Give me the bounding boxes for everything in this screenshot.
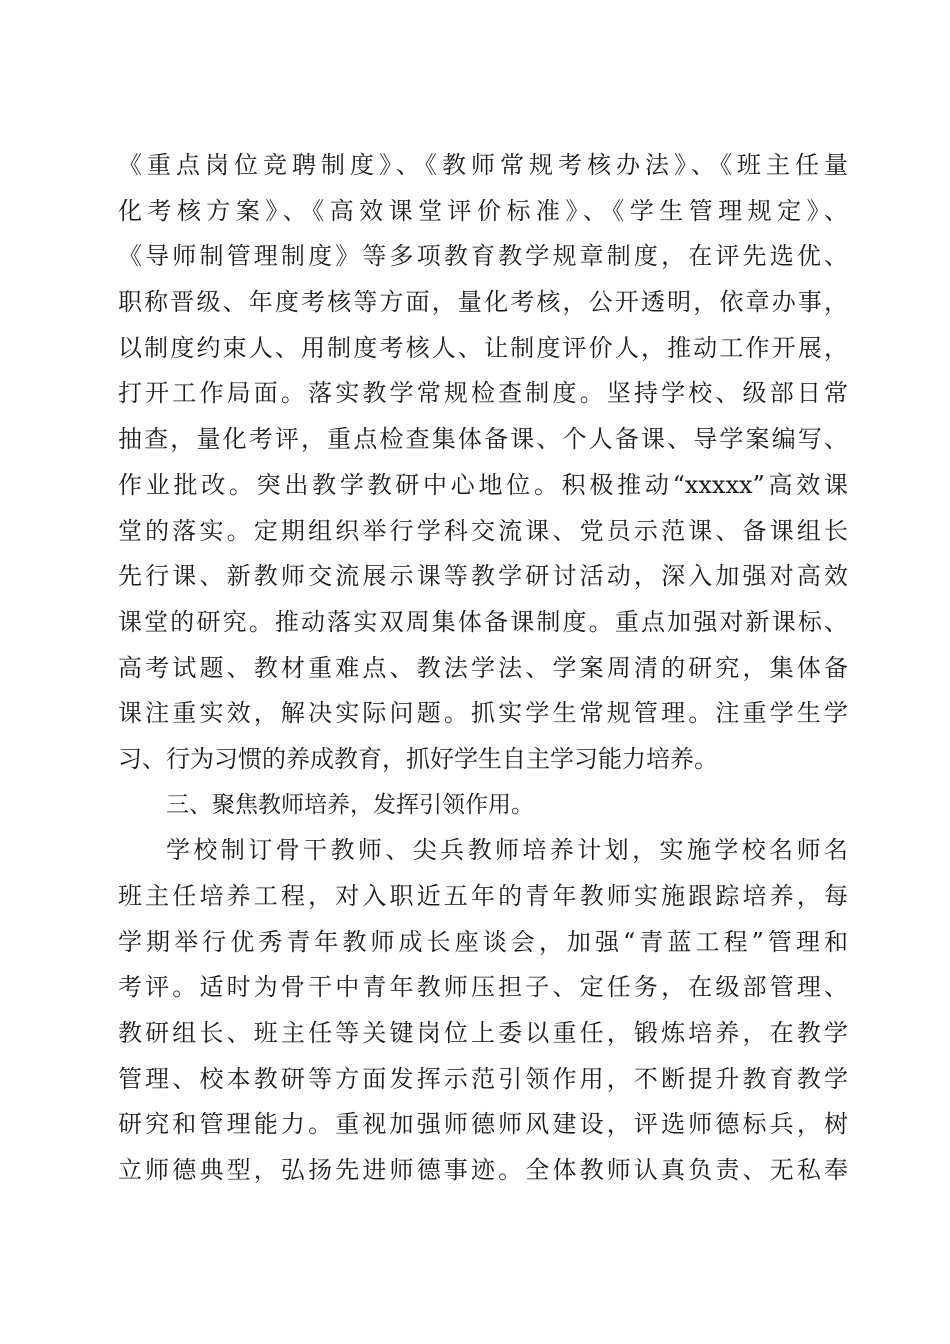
text-line: 课注重实效，解决实际问题。抓实学生常规管理。注重学生学 xyxy=(118,699,848,728)
text-line: 考评。适时为骨干中青年教师压担子、定任务，在级部管理、 xyxy=(118,973,848,1002)
text-line: 职称晋级、年度考核等方面，量化考核，公开透明，依章办事， xyxy=(118,288,848,317)
text-line: 教研组长、班主任等关键岗位上委以重任，锻炼培养，在教学 xyxy=(118,1019,848,1048)
text-line: 课堂的研究。推动落实双周集体备课制度。重点加强对新课标、 xyxy=(118,607,848,636)
text-line: 班主任培养工程，对入职近五年的青年教师实施跟踪培养，每 xyxy=(118,882,848,910)
text-line: 《重点岗位竞聘制度》、《教师常规考核办法》、《班主任量 xyxy=(118,151,848,179)
text-line: 研究和管理能力。重视加强师德师风建设，评选师德标兵，树 xyxy=(118,1110,848,1139)
body-text xyxy=(118,143,848,1194)
text-line: 高考试题、教材重难点、教法学法、学案周清的研究，集体备 xyxy=(118,653,848,682)
text-line: 管理、校本教研等方面发挥示范引领作用，不断提升教育教学 xyxy=(118,1064,848,1093)
text-line: 《导师制管理制度》等多项教育教学规章制度，在评先选优、 xyxy=(118,242,848,271)
text-line: 先行课、新教师交流展示课等教学研讨活动，深入加强对高效 xyxy=(118,562,848,591)
text-line: 立师德典型，弘扬先进师德事迹。全体教师认真负责、无私奉 xyxy=(118,1156,848,1185)
text-line: 以制度约束人、用制度考核人、让制度评价人，推动工作开展， xyxy=(118,333,848,362)
text-line: 学校制订骨干教师、尖兵教师培养计划，实施学校名师名 xyxy=(166,836,848,865)
text-line: 堂的落实。定期组织举行学科交流课、党员示范课、备课组长 xyxy=(118,516,848,545)
text-line: 作业批改。突出教学教研中心地位。积极推动“xxxxx”高效课 xyxy=(118,470,848,499)
text-line: 抽查，量化考评，重点检查集体备课、个人备课、导学案编写、 xyxy=(118,425,848,454)
section-heading: 三、聚焦教师培养，发挥引领作用。 xyxy=(166,791,534,818)
text-line: 打开工作局面。落实教学常规检查制度。坚持学校、级部日常 xyxy=(118,379,848,408)
text-line: 学期举行优秀青年教师成长座谈会，加强“青蓝工程”管理和 xyxy=(118,927,848,956)
text-line: 习、行为习惯的养成教育，抓好学生自主学习能力培养。 xyxy=(118,744,718,773)
text-line: 化考核方案》、《高效课堂评价标准》、《学生管理规定》、 xyxy=(118,196,848,225)
